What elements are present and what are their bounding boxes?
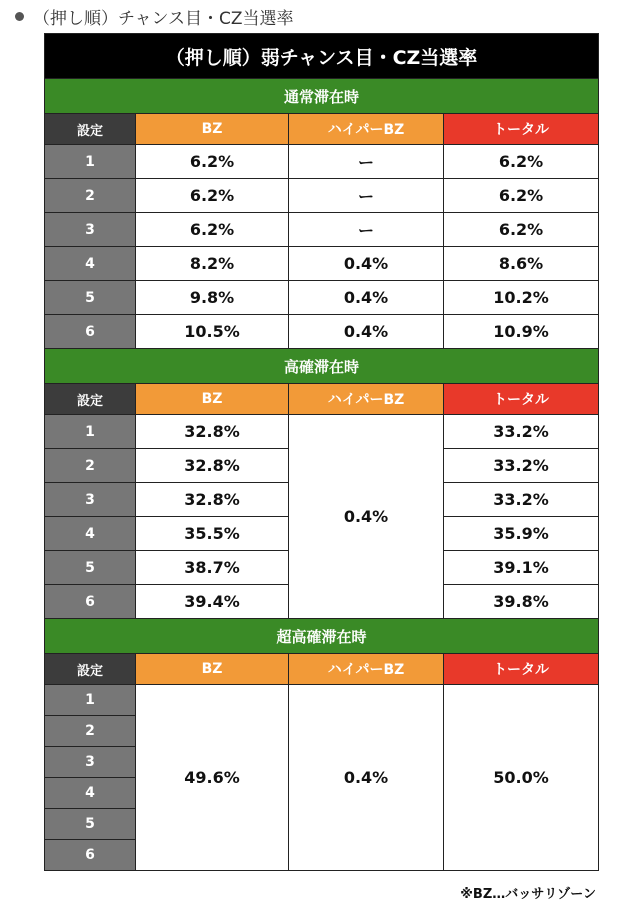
section-header-row (45, 619, 599, 654)
hyper-bz-rate-cell: 0.4% (289, 315, 444, 349)
bz-rate-cell: 32.8% (136, 449, 289, 483)
total-rate-cell: 6.2% (444, 213, 599, 247)
bz-rate-cell: 6.2% (136, 213, 289, 247)
total-rate-cell: 33.2% (444, 483, 599, 517)
column-header-hyper-bz: ハイパーBZ (289, 654, 444, 685)
setting-cell: 1 (45, 415, 136, 449)
total-rate-cell: 33.2% (444, 449, 599, 483)
total-rate-cell: 10.2% (444, 281, 599, 315)
hyper-bz-rate-cell: 0.4% (289, 685, 444, 871)
setting-cell: 3 (45, 213, 136, 247)
bz-rate-cell: 32.8% (136, 415, 289, 449)
section-title: 通常滞在時 (45, 79, 599, 114)
total-rate-cell: 39.1% (444, 551, 599, 585)
column-header-total: トータル (444, 114, 599, 145)
hyper-bz-rate-cell: ー (289, 145, 444, 179)
hyper-bz-rate-cell: 0.4% (289, 281, 444, 315)
bz-rate-cell: 8.2% (136, 247, 289, 281)
setting-cell: 3 (45, 483, 136, 517)
bz-rate-cell: 6.2% (136, 179, 289, 213)
column-header-row (45, 114, 599, 145)
column-header-total: トータル (444, 654, 599, 685)
column-header-hyper-bz: ハイパーBZ (289, 384, 444, 415)
column-header-row (45, 384, 599, 415)
bullet-icon (15, 12, 24, 21)
setting-cell: 1 (45, 145, 136, 179)
setting-cell: 6 (45, 840, 136, 871)
table-row (45, 415, 599, 449)
setting-cell: 2 (45, 449, 136, 483)
bz-rate-cell: 9.8% (136, 281, 289, 315)
setting-cell: 4 (45, 517, 136, 551)
page-heading (15, 3, 294, 29)
total-rate-cell: 39.8% (444, 585, 599, 619)
column-header-setting: 設定 (45, 384, 136, 415)
total-rate-cell: 33.2% (444, 415, 599, 449)
page-heading-text: （押し順）チャンス目・CZ当選率 (33, 8, 294, 29)
total-rate-cell: 8.6% (444, 247, 599, 281)
hyper-bz-rate-cell: 0.4% (289, 415, 444, 619)
bz-rate-cell: 6.2% (136, 145, 289, 179)
total-rate-cell: 6.2% (444, 145, 599, 179)
footnote: ※BZ…バッサリゾーン (460, 887, 596, 902)
bz-rate-cell: 35.5% (136, 517, 289, 551)
setting-cell: 5 (45, 551, 136, 585)
setting-cell: 5 (45, 809, 136, 840)
table-row (45, 145, 599, 179)
setting-cell: 4 (45, 778, 136, 809)
table-row (45, 213, 599, 247)
column-header-hyper-bz: ハイパーBZ (289, 114, 444, 145)
hyper-bz-rate-cell: ー (289, 213, 444, 247)
column-header-bz: BZ (136, 384, 289, 415)
hyper-bz-rate-cell: ー (289, 179, 444, 213)
bz-rate-cell: 38.7% (136, 551, 289, 585)
total-rate-cell: 35.9% (444, 517, 599, 551)
table-title: （押し順）弱チャンス目・CZ当選率 (45, 34, 599, 79)
column-header-total: トータル (444, 384, 599, 415)
bz-rate-cell: 10.5% (136, 315, 289, 349)
setting-cell: 6 (45, 315, 136, 349)
table-row (45, 247, 599, 281)
bz-rate-cell: 39.4% (136, 585, 289, 619)
cz-rate-table (44, 33, 599, 871)
bz-rate-cell: 49.6% (136, 685, 289, 871)
setting-cell: 3 (45, 747, 136, 778)
column-header-setting: 設定 (45, 114, 136, 145)
section-header-row (45, 349, 599, 384)
table-row (45, 685, 599, 716)
table-row (45, 315, 599, 349)
setting-cell: 5 (45, 281, 136, 315)
section-title: 高確滞在時 (45, 349, 599, 384)
section-title: 超高確滞在時 (45, 619, 599, 654)
column-header-row (45, 654, 599, 685)
setting-cell: 4 (45, 247, 136, 281)
setting-cell: 1 (45, 685, 136, 716)
setting-cell: 6 (45, 585, 136, 619)
setting-cell: 2 (45, 179, 136, 213)
hyper-bz-rate-cell: 0.4% (289, 247, 444, 281)
table-row (45, 281, 599, 315)
column-header-bz: BZ (136, 654, 289, 685)
total-rate-cell: 6.2% (444, 179, 599, 213)
table-row (45, 179, 599, 213)
column-header-setting: 設定 (45, 654, 136, 685)
column-header-bz: BZ (136, 114, 289, 145)
total-rate-cell: 10.9% (444, 315, 599, 349)
section-header-row (45, 79, 599, 114)
bz-rate-cell: 32.8% (136, 483, 289, 517)
total-rate-cell: 50.0% (444, 685, 599, 871)
setting-cell: 2 (45, 716, 136, 747)
